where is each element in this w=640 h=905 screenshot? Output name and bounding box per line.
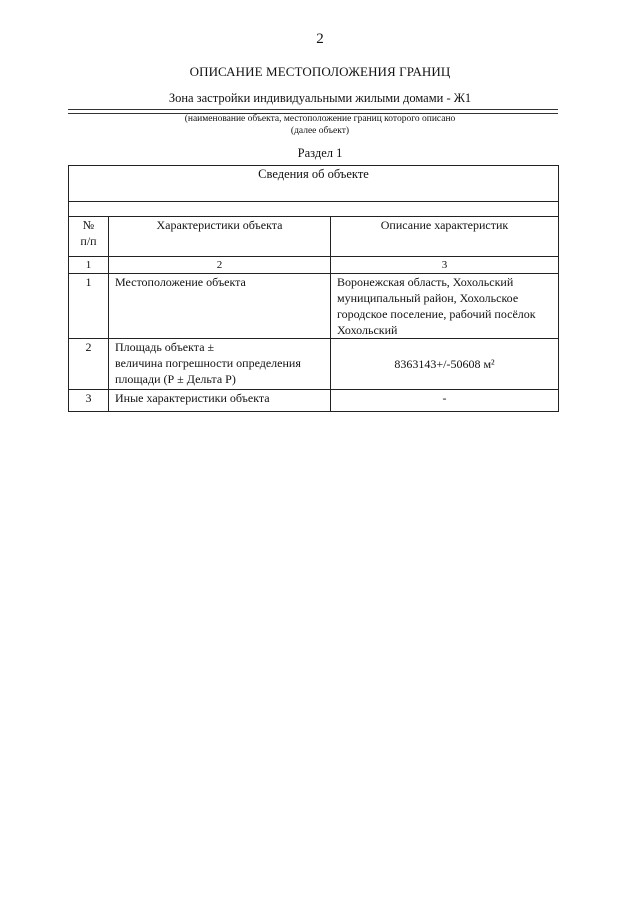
column-header-description: Описание характеристик xyxy=(331,217,559,257)
row-characteristic: Площадь объекта ± величина погрешности определения площади (Р ± Дельта Р) xyxy=(109,339,331,390)
row-description: - xyxy=(331,390,559,412)
table-row xyxy=(69,274,559,339)
column-header-number-line2: п/п xyxy=(80,234,97,248)
table-empty-row xyxy=(69,202,559,217)
column-header-number xyxy=(69,217,109,257)
column-header-row xyxy=(69,217,559,257)
row-characteristic: Иные характеристики объекта xyxy=(109,390,331,412)
object-info-table xyxy=(68,165,559,412)
column-header-characteristics: Характеристики объекта xyxy=(109,217,331,257)
section-title: Раздел 1 xyxy=(297,146,343,160)
row-description: Воронежская область, Хохольский муниципальный район, Хохольское городское поселение, рабочий посёлок Хохольский xyxy=(331,274,559,339)
row-characteristic: Местоположение объекта xyxy=(109,274,331,339)
column-index-cell: 1 xyxy=(69,257,109,274)
column-index-cell: 2 xyxy=(109,257,331,274)
table-row xyxy=(69,390,559,412)
row-number: 3 xyxy=(69,390,109,412)
object-name: Зона застройки индивидуальными жилыми домами - Ж1 xyxy=(168,91,472,105)
table-header: Сведения об объекте xyxy=(69,166,559,202)
table-row xyxy=(69,339,559,390)
document-title: ОПИСАНИЕ МЕСТОПОЛОЖЕНИЯ ГРАНИЦ xyxy=(189,64,451,79)
object-name-caption-line1: (наименование объекта, местоположение границ которого описано xyxy=(184,114,456,124)
row-number: 2 xyxy=(69,339,109,390)
page-number: 2 xyxy=(316,31,324,47)
empty-cell xyxy=(69,202,559,217)
column-header-number-line1: № xyxy=(82,218,95,232)
row-description: 8363143+/-50608 м² xyxy=(331,339,559,390)
underline-rule xyxy=(68,109,558,110)
table-header-row xyxy=(69,166,559,202)
object-name-caption-line2: (далее объект) xyxy=(290,126,350,136)
column-index-cell: 3 xyxy=(331,257,559,274)
row-number: 1 xyxy=(69,274,109,339)
column-index-row xyxy=(69,257,559,274)
